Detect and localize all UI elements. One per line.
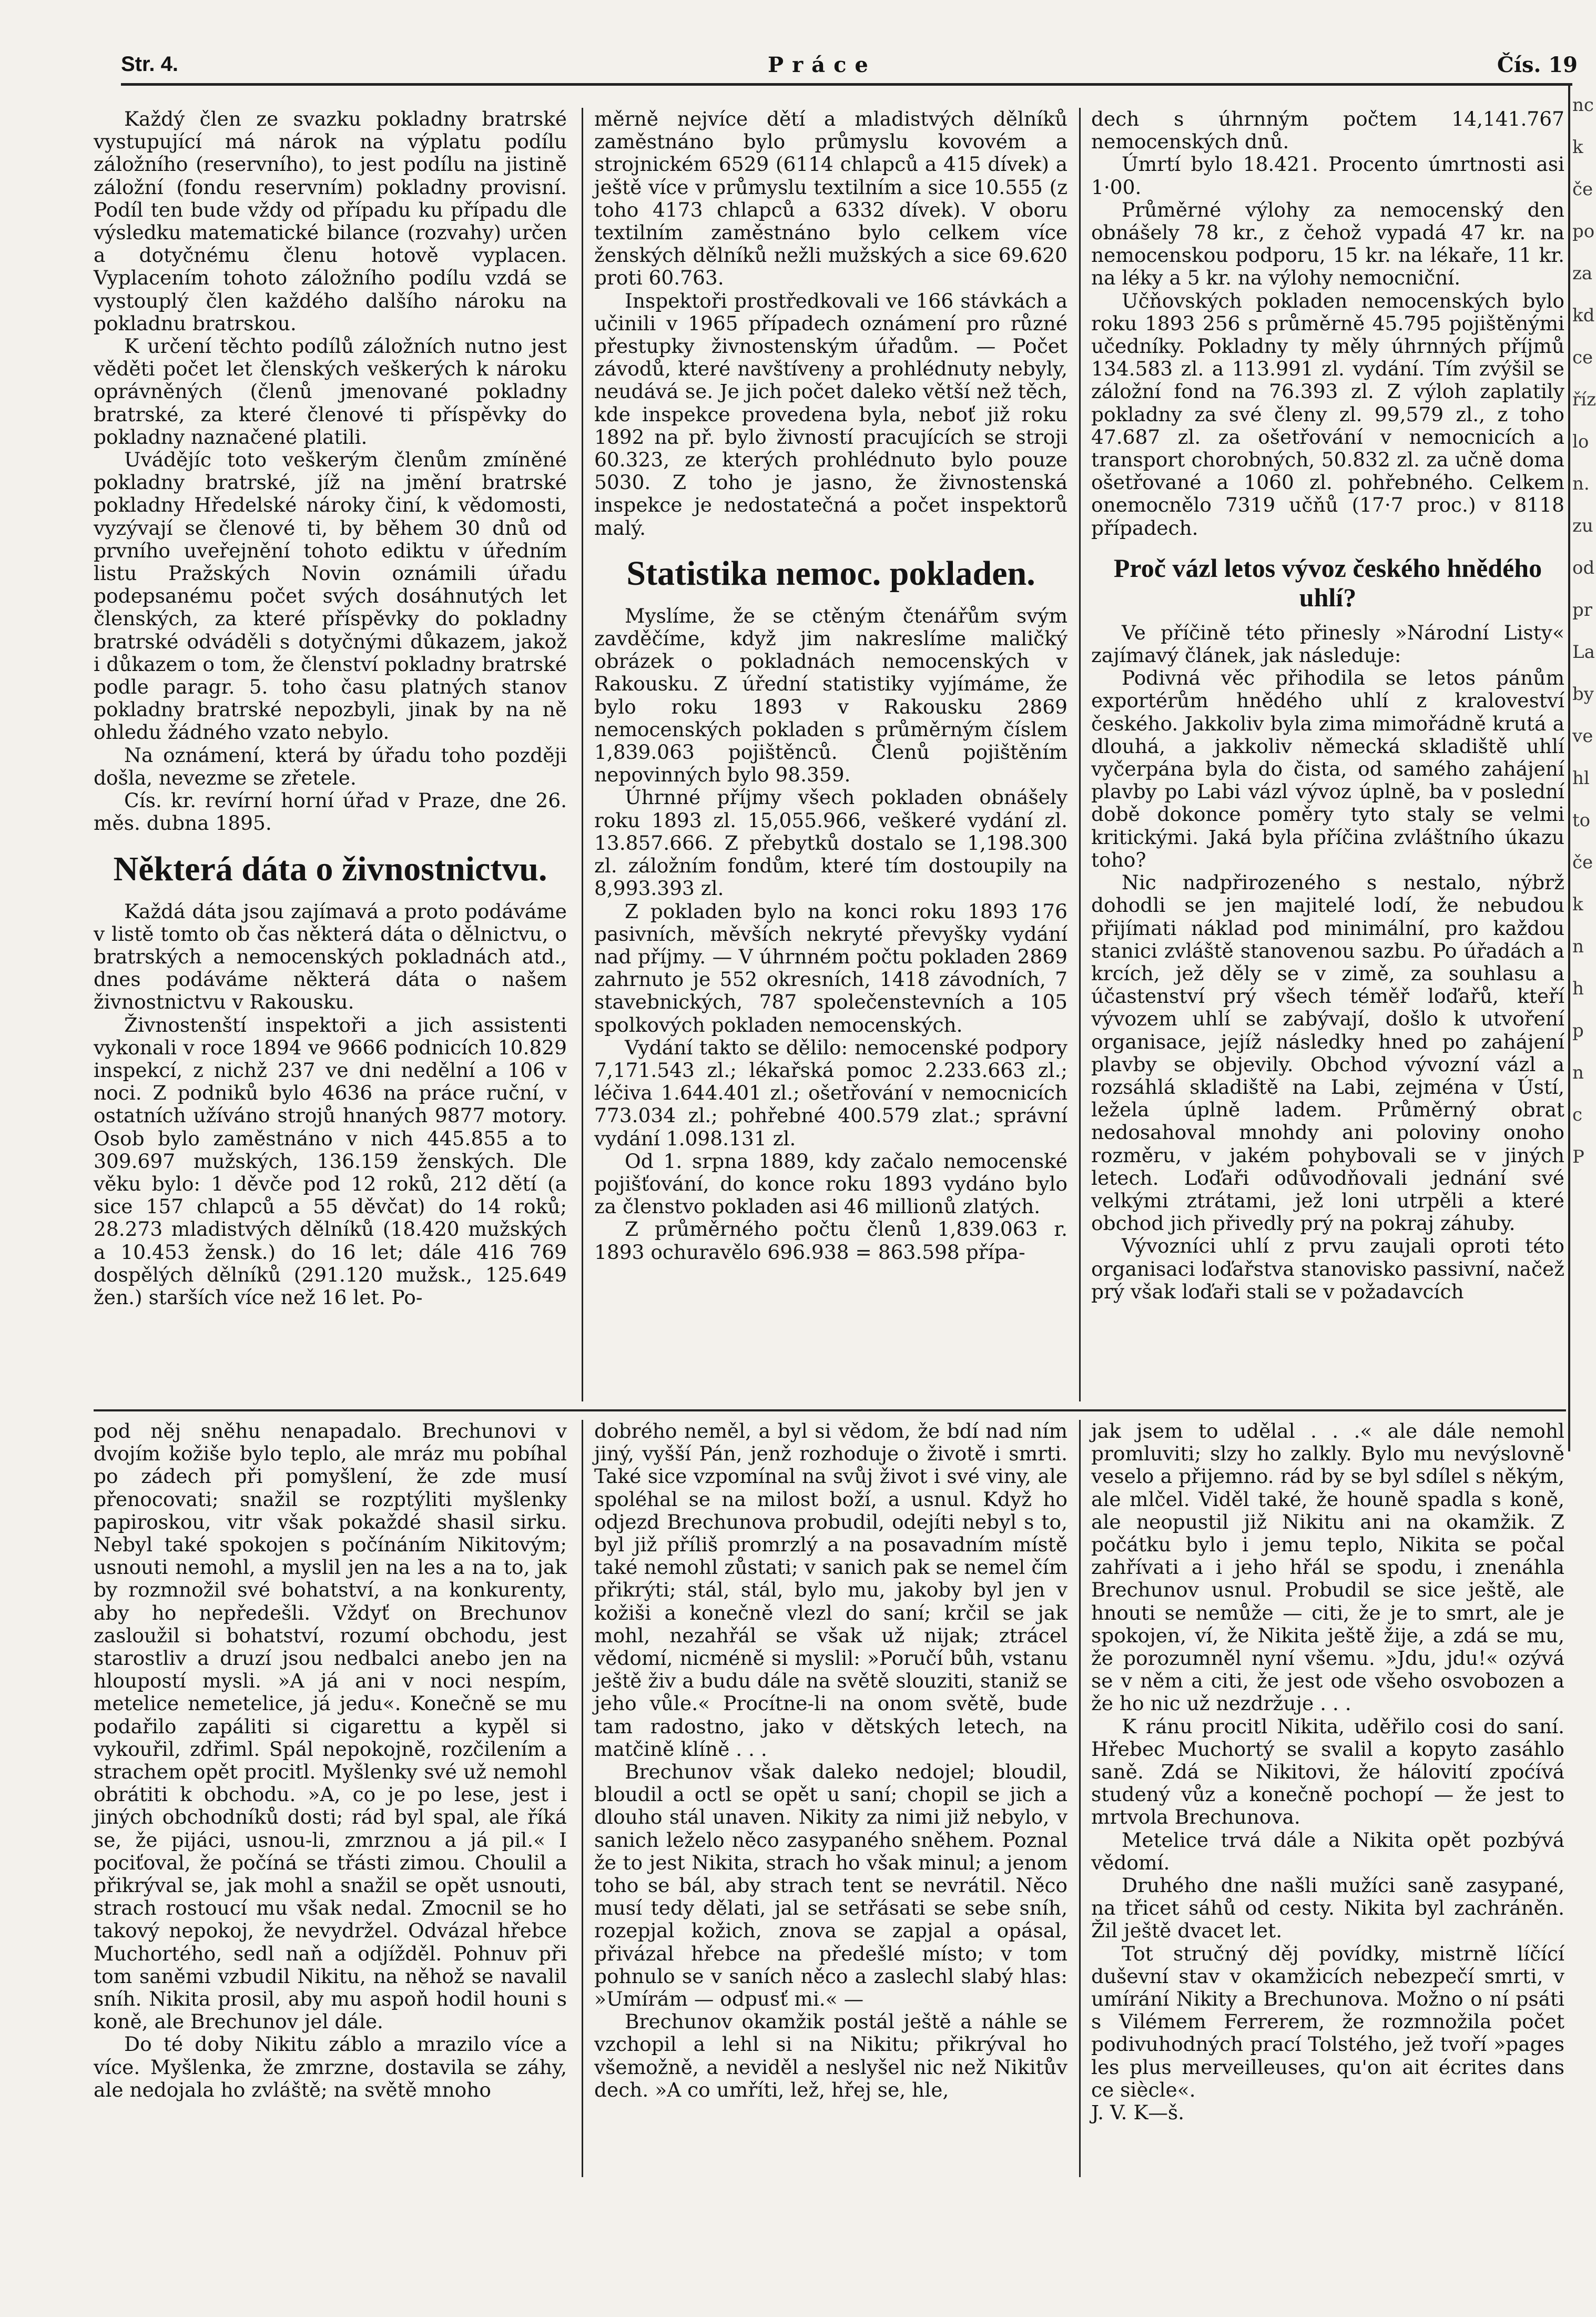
edge-fragment: by xyxy=(1572,684,1594,705)
paragraph: Z pokladen bylo na konci roku 1893 176 pasivních, měvších nekryté převyšky vydání nad příjmy. — V úhrnném počtu pokladen 2869 zahrnuto je 552 okresních, 1418 závodních, 7 stavebnických, 787 společenstevních a 105 spolkových pokladen nemocenských. xyxy=(594,899,1068,1036)
edge-fragment: če xyxy=(1572,852,1593,873)
edge-fragment: ce xyxy=(1572,347,1593,368)
edge-fragment: c xyxy=(1572,1104,1583,1125)
paragraph: Průměrné výlohy za nemocenský den obnášely 78 kr., z čehož vypadá 47 kr. na nemocenskou podporu, 15 kr. na lékaře, 11 kr. na léky a 5 kr. na výlohy nemocniční. xyxy=(1091,198,1564,290)
paragraph: Tot stručný děj povídky, mistrně líčící duševní stav v okamžicích nebezpečí smrti, v umírání Nikity a Brechunova. Možno o ní psáti s Vilémem Ferrerem, že rozmnožila počet podivuhodných prací Tolstého, jež tvoří »pages les plus merveilleuses, qu'on ait écrites dans ce siècle«. xyxy=(1091,1942,1564,2101)
paragraph: Učňovských pokladen nemocenských bylo roku 1893 256 s průměrně 45.795 pojištěnými učedníky. Pokladny ty měly úhrnných příjmů 134.583 zl. a 113.991 zl. vydání. Tím zvýšil se záložní fond na 76.393 zl. Z výloh zaplatily pokladny za své členy zl. 99,579 zl., z toho 47.687 zl. za ošetřování v nemocnicích a transport chorobných, 50.832 zl. za učně doma ošetřované a 1060 zl. pohřebného. Celkem onemocnělo 7319 učňů (17·7 proc.) v 8118 případech. xyxy=(1091,289,1564,540)
paragraph: pod něj sněhu nenapadalo. Brechunovi v dvojím kožiše bylo teplo, ale mráz mu pobíhal po zádech při pomyšlení, že zde musí přenocovati; snažil se rozptýliti myšlenky papiroskou, vitr však pokaždé shasil sirku. Nebyl také spokojen s počínáním Nikitovým; usnouti nemohl, a myslil jen na les a na to, jak by rozmnožil své bohatství, a na konkurenty, aby ho nepředešli. Vždyť on Brechunov zasloužil si bohatství, rozumí obchodu, jest starostliv a druzí jsou nedbalci anebo jen na hloupostí mysli. »A já ani v noci nespím, metelice nemetelice, já jedu«. Konečně se mu podařilo zapáliti si cigarettu a kypěl si vykouřil, zdřiml. Spál nepokojně, rozčilením a strachem opět procitl. Myšlenky své už nemohl obrátiti k obchodu. »A, co je po lese, jest i jiných obchodníků dosti; rád byl spal, ale říká se, že pijáci, usnou-li, zmrznou a já pil.« I pociťoval, že počíná se třásti zimou. Choulil a přikrýval se, jak mohl a snažil se opět usnouti, strach rostoucí mu však nedal. Zmocnil se ho takový nepokoj, že nevydržel. Odvázal hřebce Muchortého, sedl naň a odjížděl. Pohnuv při tom saněmi vzbudil Nikitu, na něhož se navalil sníh. Nikita prosil, aby mu aspoň hodil houni s koně, ale Brechunov jel dále. xyxy=(94,1419,567,2034)
edge-fragment: n xyxy=(1572,936,1584,957)
edge-fragment: to xyxy=(1572,810,1591,831)
column-divider xyxy=(1079,1420,1081,2177)
edge-fragment: lo xyxy=(1572,431,1589,452)
right-margin-rule xyxy=(1568,84,1570,1451)
article-heading: Některá dáta o živnostnictvu. xyxy=(113,849,547,888)
story-column-3 xyxy=(1091,1420,1564,2182)
edge-fragment: od xyxy=(1572,557,1595,578)
paragraph: K určení těchto podílů záložních nutno jest věděti počet let členských veškerých k nároku oprávněných (členů jmenované pokladny bratrské, za které členové ti příspěvky do pokladny naznačené platili. xyxy=(94,334,567,449)
story-column-2 xyxy=(594,1420,1068,2182)
page-number: Str. 4. xyxy=(121,53,178,76)
article-column-2 xyxy=(594,108,1068,1407)
column-divider xyxy=(582,108,583,1401)
paragraph: měrně nejvíce dětí a mladistvých dělníků zaměstnáno bylo průmyslu kovovém a strojnickém 6529 (6114 chlapců a 415 dívek) a ještě více v průmyslu textilním a sice 10.555 (z toho 4173 chlapců a 6332 dívek). V oboru textilním zaměstnáno bylo celkem více ženských dělníků nežli mužských a sice 69.620 proti 60.763. xyxy=(594,107,1068,290)
paragraph: Podivná věc přihodila se letos pánům exportérům hnědého uhlí z kraloveství českého. Jakkoliv byla zima mimořádně krutá a dlouhá, a jakkoliv německá skladiště uhlí vyčerpána byla do čista, od samého zahájení plavby po Labi vázl vývoz úplně, ba v poslední době dokonce poměry tyto staly se velmi kritickými. Jaká byla příčina zvláštního úkazu toho? xyxy=(1091,666,1564,871)
edge-fragment: říz xyxy=(1572,389,1596,410)
paragraph: Živnostenští inspektoři a jich assistenti vykonali v roce 1894 ve 9666 podnicích 10.829 inspekcí, z nichž 237 ve dni nedělní a 106 v noci. Z podniků bylo 4636 na práce ruční, v ostatních užíváno strojů hnaných 9877 motory. Osob bylo zaměstnáno v nich 445.855 a to 309.697 mužských, 136.159 ženských. Dle věku bylo: 1 děvče pod 12 roků, 212 dětí (a sice 157 chlapců a 55 děvčat) do 14 roků; 28.273 mladistvých dělníků (18.420 mužských a 10.453 žensk.) do 16 let; dále 416 769 dospělých dělníků (291.120 mužsk., 125.649 žen.) starších více než 16 let. Po- xyxy=(94,1013,567,1309)
paragraph: Inspektoři prostředkovali ve 166 stávkách a učinili v 1965 případech oznámení pro různé přestupky živnostenským úřadům. — Počet závodů, které navštíveny a prohlédnuty nebyly, neudává se. Je jich počet daleko větší než těch, kde inspekce provedena byla, neboť již roku 1892 na př. bylo živností pracujících se stroji 60.323, ze kterých prohlédnuto bylo pouze 5030. Z toho je jasno, že živnostenská inspekce je nedostatečná a počet inspektorů malý. xyxy=(594,289,1068,540)
edge-fragment: k xyxy=(1572,894,1583,915)
edge-fragment: k xyxy=(1572,137,1583,158)
edge-fragment: če xyxy=(1572,179,1593,200)
paragraph: K ránu procitl Nikita, uděřilo cosi do saní. Hřebec Muchortý se svalil a kopyto zasáhlo saně. Zdá se Nikitovi, že hálovití zpoćívá studený vůz a konečně pochopí — že jest to mrtvola Brechunova. xyxy=(1091,1714,1564,1829)
newspaper-title: Práce xyxy=(768,53,877,77)
paragraph: Vydání takto se dělilo: nemocenské podpory 7,171.543 zl.; lékařská pomoc 2.233.663 zl.; léčiva 1.644.401 zl.; ošetřování v nemocnicích 773.034 zl.; pohřebné 400.579 zlat.; správní vydání 1.098.131 zl. xyxy=(594,1035,1068,1150)
edge-fragment: La xyxy=(1572,642,1595,663)
paragraph: Cís. kr. revírní horní úřad v Praze, dne 26. měs. dubna 1895. xyxy=(94,789,567,835)
paragraph: Na oznámení, která by úřadu toho později došla, nevezme se zřetele. xyxy=(94,743,567,789)
article-column-3 xyxy=(1091,108,1564,1407)
edge-fragment: nc xyxy=(1572,95,1594,116)
page-header xyxy=(121,53,1588,84)
paragraph: Uvádějíc toto veškerým členům zmíněné pokladny bratrské, jíž na jmění bratrské pokladny Hředelské nároky činí, k vědomosti, vyzývají se členové ti, by během 30 dnů od prvního uveřejnění tohoto ediktu v úředním listu Pražských Novin oznámili úřadu podepsanému počet svých dosáhnutých let členských, za které příspěvky do pokladny bratrské odváděli s dotyčnými důkazem, jakož i důkazem o tom, že členství pokladny bratrské podle paragr. 5. toho času platných stanov pokladny bratrské nepozbyli, jinak by na ně ohledu žádného vzato nebylo. xyxy=(94,448,567,744)
paragraph: dech s úhrnným počtem 14,141.767 nemocenských dnů. xyxy=(1091,107,1564,154)
paragraph: Z průměrného počtu členů 1,839.063 r. 1893 ochuravělo 696.938 = 863.598 přípa- xyxy=(594,1217,1068,1264)
header-rule xyxy=(121,83,1572,86)
paragraph: Úhrnné příjmy všech pokladen obnášely roku 1893 zl. 15,055.966, veškeré vydání zl. 13.857.666. Z přebytků dostalo se 1,198.300 zl. záložním fondům, které tím dostoupily na 8,993.393 zl. xyxy=(594,786,1068,900)
issue-number: Čís. 19 xyxy=(1497,53,1578,77)
edge-fragment: h xyxy=(1572,978,1584,999)
paragraph: Vývozníci uhlí z prvu zaujali oproti této organisaci loďařstva stanovisko passivní, načež prý však loďaři stali se v požadavcích xyxy=(1091,1234,1564,1303)
cropped-page-edge xyxy=(1572,84,1596,1504)
paragraph: Každá dáta jsou zajímavá a proto podáváme v listě tomto ob čas některá dáta o dělnictvu, o bratrských a nemocenských pokladnách atd., dnes podáváme některá dáta o našem živnostnictvu v Rakousku. xyxy=(94,899,567,1014)
edge-fragment: p xyxy=(1572,1020,1584,1041)
article-heading: Statistika nemoc. pokladen. xyxy=(626,554,1035,593)
paragraph: jak jsem to udělal . . .« ale dále nemohl promluviti; slzy ho zalkly. Bylo mu nevýslovně veselo a přijemno. rád by se byl sdílel s někým, ale mlčel. Viděl také, že houně spadla s koně, ale neopustil již Nikitu ani na okamžik. Z počátku bylo i jemu teplo, Nikita se počal zahřívati a i jeho hřál se spodu, i znenáhla Brechunov usnul. Probudil se sice ještě, ale hnouti se nemůže — citi, že je to smrt, ale je spokojen, ví, že Nikita ještě žije, a zdá se mu, že porozumněl nyní všemu. »Jdu, jdu!« ozývá se v něm a citi, že jest ode všeho osvobozen a že ho nic už nezdržuje . . . xyxy=(1091,1419,1564,1715)
paragraph: Druhého dne našli mužíci saně zasypané, na třicet sáhů od cesty. Nikita byl zachráněn. Žil ještě dvacet let. xyxy=(1091,1874,1564,1943)
author-signature: J. V. K—š. xyxy=(1091,2101,1185,2125)
paragraph: Myslíme, že se ctěným čtenářům svým zavděčíme, když jim nakreslíme maličký obrázek o pokladnách nemocenských v Rakousku. Z úřední statistiky vyjímáme, že bylo roku 1893 v Rakousku 2869 nemocenských pokladen s průměrným číslem 1,839.063 pojištěnců. Členů pojištěním nepovinných bylo 98.359. xyxy=(594,604,1068,787)
paragraph: Od 1. srpna 1889, kdy začalo nemocenské pojišťování, do konce roku 1893 vydáno bylo za členstvo pokladen asi 46 millionů zlatých. xyxy=(594,1149,1068,1218)
edge-fragment: ve xyxy=(1572,726,1593,747)
edge-fragment: po xyxy=(1572,221,1595,242)
paragraph: Každý člen ze svazku pokladny bratrské vystupující má nárok na výplatu podílu záložního (reservního), to jest podílu na jistině záložní (fondu reservním) pokladny provisní. Podíl ten bude vždy od případu ku případu dle výsledku matematické bilance (rozvahy) určen a dotyčnému členu hotově vyplacen. Vyplacením tohoto záložního podílu vzdá se vystouplý člen každého dalšího nároku na pokladnu bratrskou. xyxy=(94,107,567,335)
paragraph: Úmrtí bylo 18.421. Procento úmrtnosti asi 1·00. xyxy=(1091,153,1564,199)
column-divider xyxy=(582,1420,583,2177)
edge-fragment: hl xyxy=(1572,768,1590,789)
edge-fragment: kd xyxy=(1572,305,1595,326)
edge-fragment: za xyxy=(1572,263,1593,284)
paragraph: Do té doby Nikitu záblo a mrazilo více a více. Myšlenka, že zmrzne, dostavila se záhy, ale nedojala ho zvláště; na světě mnoho xyxy=(94,2033,567,2101)
edge-fragment: zu xyxy=(1572,515,1593,536)
paragraph: Metelice trvá dále a Nikita opět pozbývá vědomí. xyxy=(1091,1828,1564,1874)
edge-fragment: n. xyxy=(1572,473,1590,494)
article-column-1 xyxy=(94,108,567,1407)
paragraph: dobrého neměl, a byl si vědom, že bdí nad ním jiný, vyšší Pán, jenž rozhoduje o životě i smrti. Také sice vzpomínal na svůj život i své viny, ale spoléhal se na milost boží, a usnul. Když ho odjezd Brechunova probudil, odejíti nebyl s to, byl již příliš promrzlý a na posavadním místě také nemohl zůstati; v sanich pak se nemel čím přikrýti; stál, stál, bylo mu, jakoby byl jen v kožiši a konečně vlezl do saní; krčil se jak mohl, nezahřál se však už nijak; ztrácel vědomí, nicméně si myslil: »Poručí bůh, vstanu ještě živ a budu dále na světě slouziti, staniž se jeho vůle.« Procítne-li na onom světě, bude tam radostno, jako v dětských letech, na matčině klíně . . . xyxy=(594,1419,1068,1761)
story-column-1 xyxy=(94,1420,567,2182)
edge-fragment: n xyxy=(1572,1062,1584,1083)
edge-fragment: pr xyxy=(1572,599,1593,621)
edge-fragment: P xyxy=(1572,1146,1584,1167)
paragraph: Brechunov okamžik postál ještě a náhle se vzchopil a lehl si na Nikitu; přikrýval ho všemožně, a neviděl a neslyšel nic než Nikitův dech. »A co umříti, lež, hřej se, hle, xyxy=(594,2010,1068,2101)
column-divider xyxy=(1079,108,1081,1401)
paragraph: Nic nadpřirozeného s nestalo, nýbrž dohodli se jen majitelé lodí, že nebudou přijímati náklad pod minimální, pro každou stanici zvláště stanovenou sazbu. Po úřadách a krcích, jež děly se v zimě, za souhlasu a účastenství prý všech téměř loďařů, kteří vývozem uhlí se zabývají, došlo k utvoření organisace, jejíž následky hned po zahájení plavby se objevily. Obchod vývozní vázl a rozsáhlá skladiště na Labi, zejména v Ústí, ležela úplně ladem. Průměrný obrat nedosahoval mnohdy ani poloviny onoho rozměru, v jakém pohybovali se v jiných letech. Loďaři odůvodňovali jednání své velkými ztrátami, jež loni utrpěli a které obchod jich přivedly prý na pokraj záhuby. xyxy=(1091,871,1564,1235)
article-heading: Proč vázl letos vývoz českého hnědého uhlí? xyxy=(1113,553,1542,612)
paragraph: Ve příčině této přinesly »Národní Listy« zajímavý článek, jak následuje: xyxy=(1091,621,1564,667)
feuilleton-rule xyxy=(94,1409,1566,1411)
paragraph: Brechunov však daleko nedojel; bloudil, bloudil a octl se opět u saní; chopil se jich a dlouho stál unaven. Nikity za nimi již nebylo, v sanich leželo něco zasypaného sněhem. Poznal že to jest Nikita, strach ho však minul; a jenom toho se bál, aby strach tent se nevrátil. Něco musí tedy dělati, jal se setřásati se sebe sníh, rozepjal kožich, znova se zapjal a opásal, přivázal hřebce na předešlé místo; v tom pohnulo se v saních něco a zaslechl slabý hlas: »Umírám — odpusť mi.« — xyxy=(594,1760,1068,2011)
